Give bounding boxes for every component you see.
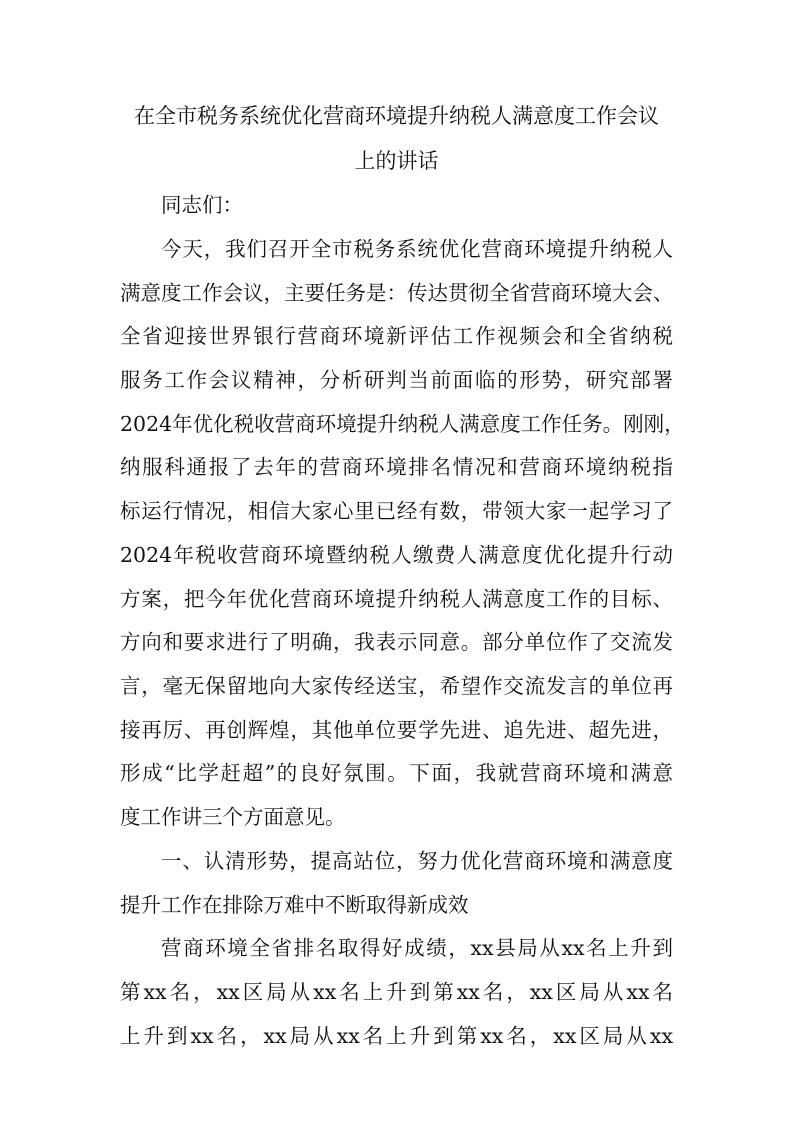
section-heading-line: 一、认清形势，提高站位，努力优化营商环境和满意度 <box>161 849 673 873</box>
body-line: 接再厉、再创辉煌，其他单位要学先进、追先进、超先进， <box>120 718 673 742</box>
document-title-line-2: 上的讲话 <box>354 149 439 173</box>
salutation: 同志们： <box>161 193 243 217</box>
body-line: 今天，我们召开全市税务系统优化营商环境提升纳税人 <box>161 237 673 261</box>
body-line: 形成“比学赶超”的良好氛围。下面，我就营商环境和满意 <box>120 761 673 785</box>
body-line: 2024年税收营商环境暨纳税人缴费人满意度优化提升行动 <box>120 543 673 567</box>
body-line: 第xx名，xx区局从xx名上升到第xx名，xx区局从xx名 <box>120 980 673 1004</box>
section-heading-line: 提升工作在排除万难中不断取得新成效 <box>120 893 469 917</box>
body-line: 营商环境全省排名取得好成绩，xx县局从xx名上升到 <box>161 936 673 960</box>
body-line: 全省迎接世界银行营商环境新评估工作视频会和全省纳税 <box>120 324 673 348</box>
body-line: 满意度工作会议，主要任务是：传达贯彻全省营商环境大会、 <box>120 281 674 305</box>
body-line: 度工作讲三个方面意见。 <box>120 805 346 829</box>
body-line: 方案，把今年优化营商环境提升纳税人满意度工作的目标、 <box>120 587 673 611</box>
body-line: 标运行情况，相信大家心里已经有数，带领大家一起学习了 <box>120 499 673 523</box>
body-line: 方向和要求进行了明确，我表示同意。部分单位作了交流发 <box>120 630 673 654</box>
body-line: 纳服科通报了去年的营商环境排名情况和营商环境纳税指 <box>120 455 673 479</box>
body-line: 上升到xx名，xx局从xx名上升到第xx名，xx区局从xx <box>120 1024 673 1048</box>
document-title-line-1: 在全市税务系统优化营商环境提升纳税人满意度工作会议 <box>134 104 659 128</box>
body-line: 2024年优化税收营商环境提升纳税人满意度工作任务。刚刚， <box>120 412 685 436</box>
body-line: 服务工作会议精神，分析研判当前面临的形势，研究部署 <box>120 368 673 392</box>
body-line: 言，毫无保留地向大家传经送宝，希望作交流发言的单位再 <box>120 674 673 698</box>
